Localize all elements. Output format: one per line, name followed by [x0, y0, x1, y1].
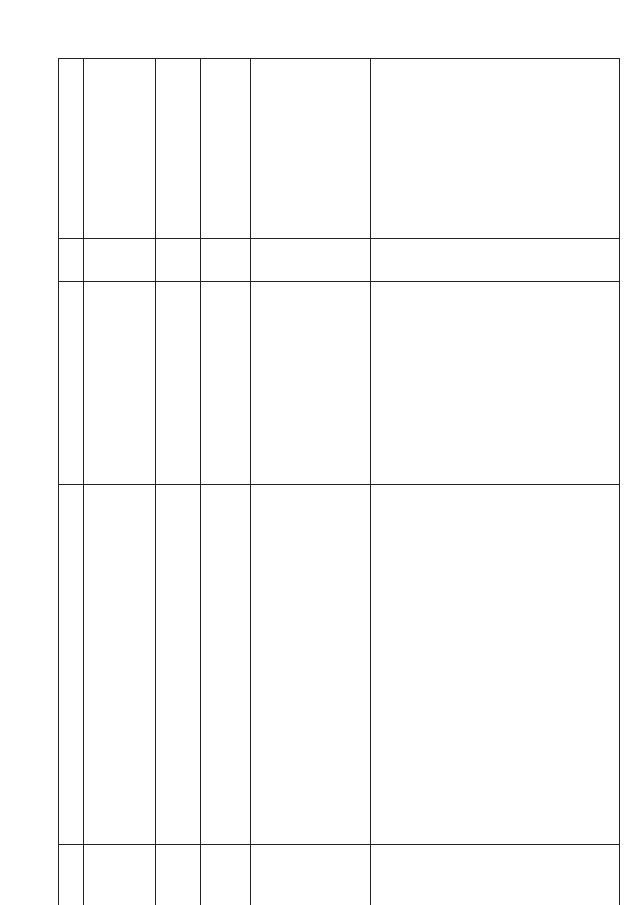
column-divider	[370, 58, 371, 905]
checklist-table	[58, 58, 620, 905]
row-divider	[58, 281, 620, 282]
row-divider	[58, 484, 620, 485]
column-divider	[83, 58, 84, 905]
row-divider	[58, 238, 620, 239]
row-divider	[58, 844, 620, 845]
column-divider	[250, 58, 251, 905]
column-divider	[200, 58, 201, 905]
column-divider	[155, 58, 156, 905]
